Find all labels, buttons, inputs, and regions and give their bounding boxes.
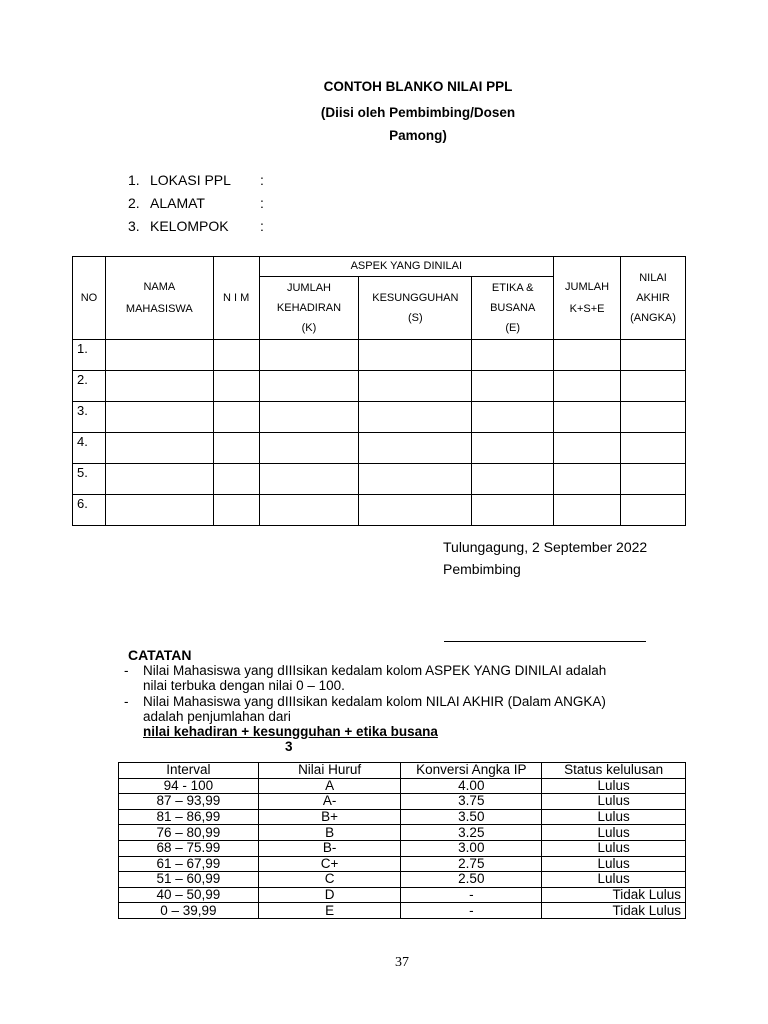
conversion-table bbox=[118, 762, 686, 919]
info-number: 3. bbox=[128, 218, 140, 234]
note-1-line2: nilai terbuka dengan nilai 0 – 100. bbox=[143, 678, 345, 693]
col-header-nim: N I M bbox=[213, 257, 259, 340]
conv-header-huruf: Nilai Huruf bbox=[258, 763, 401, 779]
table-row: 40 – 50,99 D - Tidak Lulus bbox=[119, 887, 686, 903]
info-item-kelompok bbox=[128, 218, 264, 234]
col-header-kehadiran: JUMLAH KEHADIRAN (K) bbox=[259, 277, 359, 340]
row-number: 1. bbox=[73, 340, 106, 371]
page-title: CONTOH BLANKO NILAI PPL bbox=[323, 79, 513, 94]
info-item-alamat bbox=[128, 195, 264, 211]
info-number: 2. bbox=[128, 195, 140, 211]
info-label: LOKASI PPL bbox=[150, 172, 231, 188]
info-separator: : bbox=[260, 172, 264, 188]
col-header-etika-busana: ETIKA & BUSANA (E) bbox=[472, 277, 554, 340]
info-separator: : bbox=[260, 218, 264, 234]
table-row: 87 – 93,99 A- 3.75 Lulus bbox=[119, 794, 686, 810]
col-header-jumlah-kse: JUMLAH K+S+E bbox=[554, 257, 621, 340]
conv-header-interval: Interval bbox=[119, 763, 259, 779]
note-bullet: - bbox=[124, 663, 129, 678]
col-header-aspek: ASPEK YANG DINILAI bbox=[259, 257, 554, 277]
table-row: 61 – 67,99 C+ 2.75 Lulus bbox=[119, 856, 686, 872]
col-header-nama: NAMA MAHASISWA bbox=[105, 257, 213, 340]
table-row: 51 – 60,99 C 2.50 Lulus bbox=[119, 872, 686, 888]
col-header-no: NO bbox=[73, 257, 106, 340]
col-header-nilai-akhir: NILAI AKHIR (ANGKA) bbox=[621, 257, 686, 340]
row-number: 4. bbox=[73, 433, 106, 464]
signature-place-date: Tulungagung, 2 September 2022 bbox=[443, 539, 648, 555]
table-row bbox=[73, 340, 686, 371]
page-subtitle-line2: Pamong) bbox=[389, 128, 447, 143]
note-2-line2: adalah penjumlahan dari bbox=[143, 709, 291, 724]
table-row bbox=[73, 371, 686, 402]
info-label: ALAMAT bbox=[150, 195, 205, 211]
table-row: 68 – 75.99 B- 3.00 Lulus bbox=[119, 840, 686, 856]
conv-header-status: Status kelulusan bbox=[542, 763, 686, 779]
table-row bbox=[73, 433, 686, 464]
note-1-line1: Nilai Mahasiswa yang dIIIsikan kedalam kolom ASPEK YANG DINILAI adalah bbox=[143, 663, 607, 678]
note-divisor: 3 bbox=[285, 739, 293, 754]
info-number: 1. bbox=[128, 172, 140, 188]
signature-role: Pembimbing bbox=[443, 561, 521, 577]
grade-table bbox=[72, 256, 686, 526]
info-separator: : bbox=[260, 195, 264, 211]
row-number: 5. bbox=[73, 464, 106, 495]
table-row bbox=[73, 464, 686, 495]
info-item-lokasi bbox=[128, 172, 264, 188]
notes-heading: CATATAN bbox=[128, 647, 192, 663]
note-formula: nilai kehadiran + kesungguhan + etika busana bbox=[143, 724, 438, 739]
row-number: 2. bbox=[73, 371, 106, 402]
page-number: 37 bbox=[395, 955, 409, 970]
page-subtitle-line1: (Diisi oleh Pembimbing/Dosen bbox=[320, 105, 516, 120]
table-row bbox=[73, 495, 686, 526]
table-row: 0 – 39,99 E - Tidak Lulus bbox=[119, 903, 686, 919]
row-number: 3. bbox=[73, 402, 106, 433]
note-1 bbox=[124, 663, 607, 693]
row-number: 6. bbox=[73, 495, 106, 526]
note-bullet: - bbox=[124, 694, 129, 709]
col-header-kesungguhan: KESUNGGUHAN (S) bbox=[359, 277, 472, 340]
note-2-line1: Nilai Mahasiswa yang dIIIsikan kedalam kolom NILAI AKHIR (Dalam ANGKA) bbox=[143, 694, 606, 709]
conv-header-ip: Konversi Angka IP bbox=[401, 763, 542, 779]
table-row: 81 – 86,99 B+ 3.50 Lulus bbox=[119, 809, 686, 825]
signature-line bbox=[444, 641, 646, 642]
table-row: 94 - 100 A 4.00 Lulus bbox=[119, 778, 686, 794]
table-row bbox=[73, 402, 686, 433]
note-2 bbox=[124, 694, 606, 739]
table-row: 76 – 80,99 B 3.25 Lulus bbox=[119, 825, 686, 841]
info-label: KELOMPOK bbox=[150, 218, 229, 234]
